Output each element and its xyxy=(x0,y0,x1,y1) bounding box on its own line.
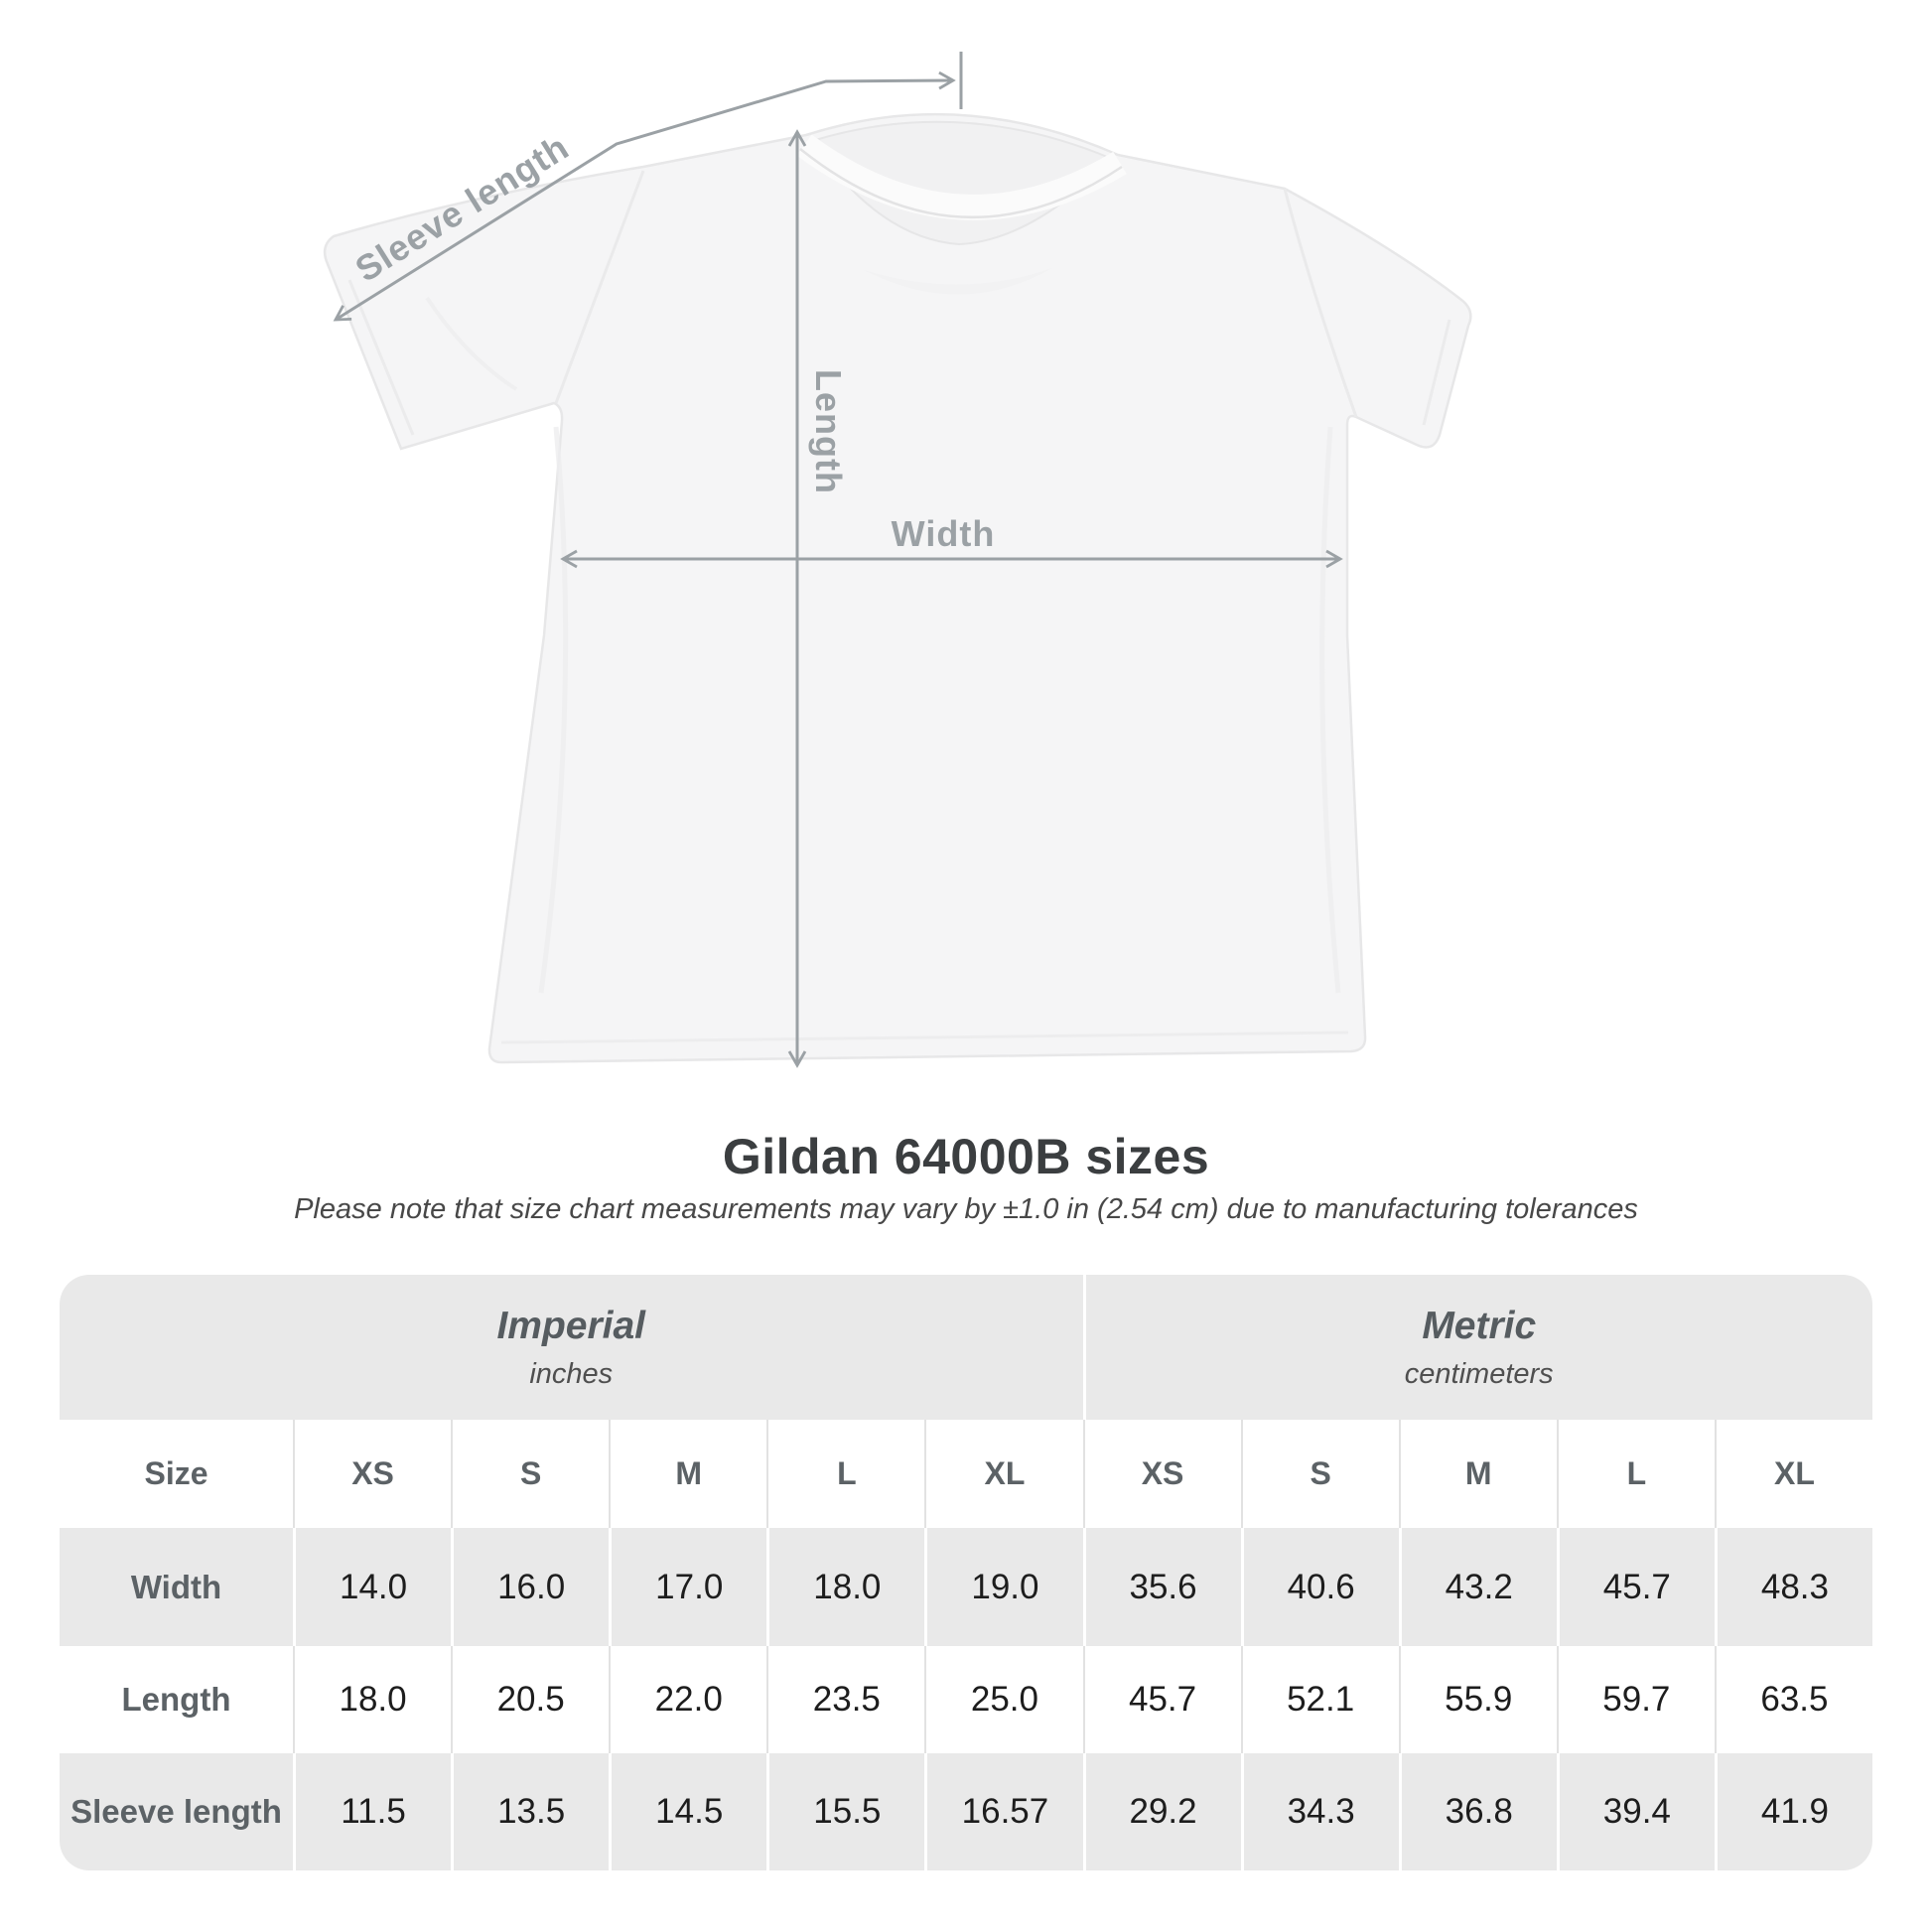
sleeve-length-row-label: Sleeve length xyxy=(60,1753,293,1870)
col-header-metric-s: S xyxy=(1241,1420,1399,1528)
unit-group-header-row xyxy=(60,1275,1872,1420)
width-label: Width xyxy=(891,513,996,554)
table-cell: 18.0 xyxy=(293,1646,451,1753)
table-cell: 13.5 xyxy=(451,1753,609,1870)
sleeve-length-label: Sleeve length xyxy=(347,126,577,290)
tshirt-illustration xyxy=(325,114,1470,1062)
col-header-metric-l: L xyxy=(1557,1420,1715,1528)
length-row-label: Length xyxy=(60,1646,293,1753)
metric-label: Metric xyxy=(1422,1304,1537,1347)
col-header-imperial-m: M xyxy=(609,1420,766,1528)
table-cell: 18.0 xyxy=(766,1528,924,1646)
table-cell: 19.0 xyxy=(924,1528,1082,1646)
col-header-imperial-xs: XS xyxy=(293,1420,451,1528)
table-cell: 15.5 xyxy=(766,1753,924,1870)
table-cell: 40.6 xyxy=(1241,1528,1399,1646)
size-table xyxy=(60,1275,1872,1870)
table-cell: 43.2 xyxy=(1399,1528,1557,1646)
metric-group-header xyxy=(1083,1275,1873,1420)
col-header-imperial-s: S xyxy=(451,1420,609,1528)
page-title: Gildan 64000B sizes xyxy=(722,1129,1210,1184)
imperial-group-header xyxy=(60,1275,1083,1420)
table-cell: 22.0 xyxy=(609,1646,766,1753)
table-cell: 35.6 xyxy=(1083,1528,1241,1646)
width-row xyxy=(60,1528,1872,1646)
table-cell: 36.8 xyxy=(1399,1753,1557,1870)
table-cell: 23.5 xyxy=(766,1646,924,1753)
table-cell: 39.4 xyxy=(1557,1753,1715,1870)
table-cell: 59.7 xyxy=(1557,1646,1715,1753)
table-cell: 17.0 xyxy=(609,1528,766,1646)
table-cell: 41.9 xyxy=(1715,1753,1872,1870)
length-row xyxy=(60,1646,1872,1753)
table-cell: 29.2 xyxy=(1083,1753,1241,1870)
col-header-metric-xl: XL xyxy=(1715,1420,1872,1528)
table-cell: 25.0 xyxy=(924,1646,1082,1753)
col-header-imperial-xl: XL xyxy=(924,1420,1082,1528)
table-cell: 55.9 xyxy=(1399,1646,1557,1753)
table-cell: 52.1 xyxy=(1241,1646,1399,1753)
width-row-label: Width xyxy=(60,1528,293,1646)
table-cell: 16.0 xyxy=(451,1528,609,1646)
size-header-row xyxy=(60,1420,1872,1528)
table-cell: 45.7 xyxy=(1083,1646,1241,1753)
metric-unit: centimeters xyxy=(1404,1357,1554,1390)
table-cell: 14.5 xyxy=(609,1753,766,1870)
sleeve-length-row xyxy=(60,1753,1872,1870)
imperial-label: Imperial xyxy=(496,1304,646,1347)
col-header-imperial-l: L xyxy=(766,1420,924,1528)
table-cell: 63.5 xyxy=(1715,1646,1872,1753)
table-cell: 45.7 xyxy=(1557,1528,1715,1646)
col-header-metric-xs: XS xyxy=(1083,1420,1241,1528)
length-label: Length xyxy=(808,369,849,494)
table-cell: 14.0 xyxy=(293,1528,451,1646)
table-cell: 48.3 xyxy=(1715,1528,1872,1646)
table-cell: 20.5 xyxy=(451,1646,609,1753)
col-header-metric-m: M xyxy=(1399,1420,1557,1528)
imperial-unit: inches xyxy=(529,1357,614,1390)
size-column-header: Size xyxy=(60,1420,293,1528)
table-cell: 16.57 xyxy=(924,1753,1082,1870)
table-cell: 34.3 xyxy=(1241,1753,1399,1870)
tolerance-note: Please note that size chart measurements may vary by ±1.0 in (2.54 cm) due to manufacturing tolerances xyxy=(294,1193,1638,1225)
table-cell: 11.5 xyxy=(293,1753,451,1870)
